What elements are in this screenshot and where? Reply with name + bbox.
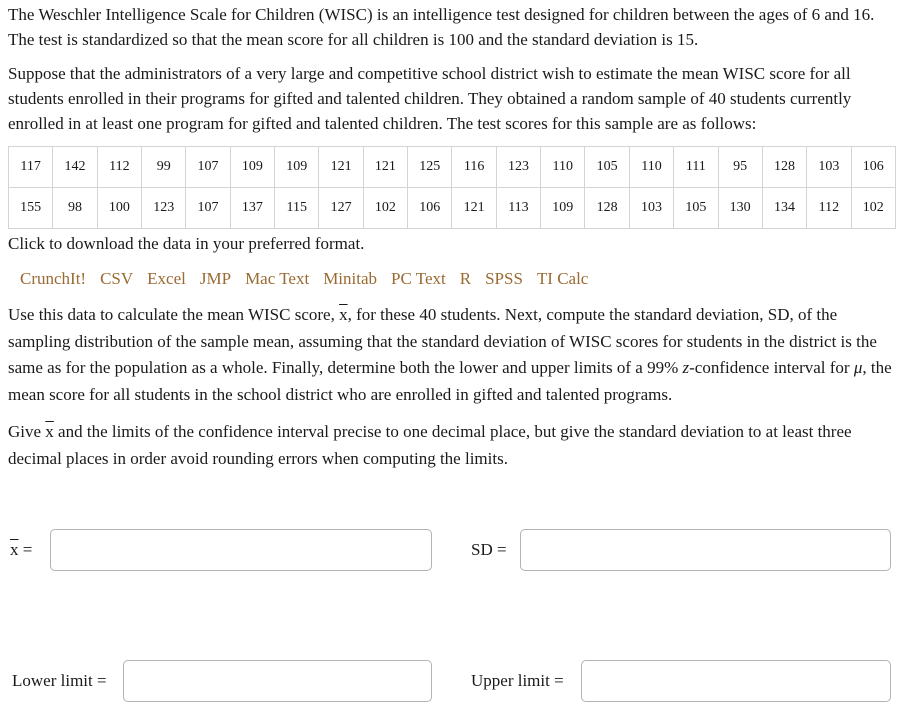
score-cell: 112 [97,147,141,188]
instructions-paragraph: Use this data to calculate the mean WISC score, $\overline{x}$, for these 40 students. Next, compute the standard deviation, SD, of the sampling distribution of the sample mean, assuming that the standard deviation of WISC scores for students in the district is the same as for the population as a whole. Finally, determine both the lower and upper limits of a 99% z-confidence interval for μ, the mean score for all students in the school district who are enrolled in gifted and talented programs. [8,305,892,404]
download-prompt: Click to download the data in your preferred format. [8,234,365,253]
score-cell: 105 [674,188,718,229]
score-cell: 116 [452,147,496,188]
table-row [9,188,896,229]
score-cell: 134 [762,188,806,229]
score-cell: 98 [53,188,97,229]
upper-limit-input[interactable] [581,660,891,702]
score-cell: 125 [408,147,452,188]
xbar-symbol: $\overline{x}$ [339,305,348,324]
scores-table [8,146,896,229]
download-link-spss[interactable]: SPSS [485,269,523,288]
score-cell: 107 [186,147,230,188]
score-cell: 102 [851,188,895,229]
download-link-r[interactable]: R [459,269,472,288]
score-cell: 106 [851,147,895,188]
scenario-paragraph: Suppose that the administrators of a very large and competitive school district wish to estimate the mean WISC score for all students enrolled in their programs for gifted and talented children. They obtained a random sample of 40 students currently enrolled in at least one program for gifted and talented children. The test scores for this sample are as follows: [8,64,852,133]
download-link-crunchit[interactable]: CrunchIt! [20,269,87,288]
score-cell: 107 [186,188,230,229]
mean-input[interactable] [50,529,432,571]
score-cell: 111 [674,147,718,188]
score-cell: 130 [718,188,762,229]
download-links [20,266,602,291]
score-cell: 123 [142,188,186,229]
download-link-pc-text[interactable]: PC Text [391,269,446,288]
lower-limit-label: Lower limit = [12,671,107,690]
score-cell: 121 [452,188,496,229]
score-cell: 102 [363,188,407,229]
precision-paragraph: Give $\overline{x}$ and the limits of the confidence interval precise to one decimal place, but give the standard deviation to at least three decimal places in order avoid rounding errors when computing the limits. [8,422,852,468]
score-cell: 109 [230,147,274,188]
download-link-excel[interactable]: Excel [147,269,186,288]
score-cell: 121 [363,147,407,188]
score-cell: 121 [319,147,363,188]
score-cell: 128 [585,188,629,229]
download-link-csv[interactable]: CSV [100,269,134,288]
download-link-mac-text[interactable]: Mac Text [245,269,310,288]
score-cell: 105 [585,147,629,188]
score-cell: 106 [408,188,452,229]
score-cell: 103 [807,147,851,188]
lower-limit-input[interactable] [123,660,432,702]
score-cell: 100 [97,188,141,229]
upper-limit-label: Upper limit = [471,671,564,690]
score-cell: 95 [718,147,762,188]
table-row [9,147,896,188]
download-link-ti-calc[interactable]: TI Calc [536,269,589,288]
score-cell: 117 [9,147,53,188]
score-cell: 112 [807,188,851,229]
score-cell: 123 [496,147,540,188]
mean-label: $\overline{x}$ = [10,540,33,559]
download-link-jmp[interactable]: JMP [199,269,232,288]
score-cell: 115 [275,188,319,229]
sd-input[interactable] [520,529,891,571]
score-cell: 110 [629,147,673,188]
sd-label: SD = [471,540,507,559]
score-cell: 113 [496,188,540,229]
score-cell: 155 [9,188,53,229]
score-cell: 109 [541,188,585,229]
score-cell: 109 [275,147,319,188]
score-cell: 127 [319,188,363,229]
score-cell: 103 [629,188,673,229]
score-cell: 110 [541,147,585,188]
score-cell: 137 [230,188,274,229]
download-link-minitab[interactable]: Minitab [323,269,378,288]
score-cell: 99 [142,147,186,188]
score-cell: 128 [762,147,806,188]
intro-paragraph: The Weschler Intelligence Scale for Children (WISC) is an intelligence test designed for children between the ages of 6 and 16. The test is standardized so that the mean score for all children is 100 and the standard deviation is 15. [8,5,875,49]
xbar-symbol: $\overline{x}$ [45,422,54,441]
score-cell: 142 [53,147,97,188]
